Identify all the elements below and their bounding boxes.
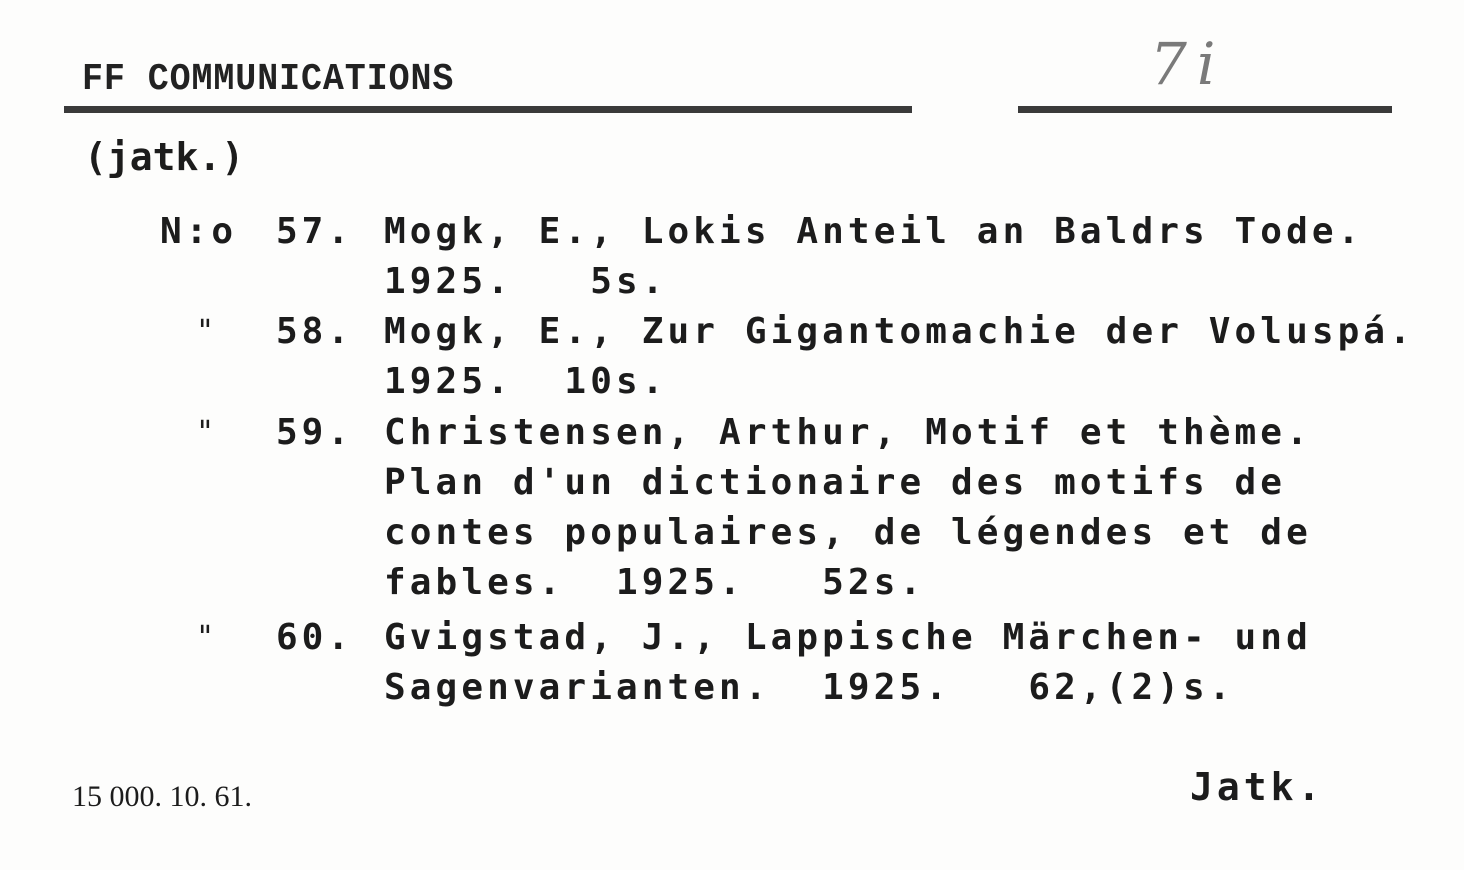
entry-text-line: contes populaires, de légendes et de	[384, 512, 1312, 553]
title-underline	[64, 106, 912, 113]
entry-number: 60.	[276, 617, 354, 658]
entry-text-line: Gvigstad, J., Lappische Märchen- und	[384, 617, 1312, 658]
continued-note: Jatk.	[1190, 765, 1325, 809]
entry-text-line: Mogk, E., Lokis Anteil an Baldrs Tode.	[384, 211, 1364, 252]
print-info: 15 000. 10. 61.	[72, 780, 252, 813]
shelf-mark: 7i	[1150, 30, 1226, 98]
entry-text-line: Sagenvarianten. 1925. 62,(2)s.	[384, 667, 1235, 708]
entry-marker: N:o	[160, 211, 238, 252]
entry-text-line: 1925. 5s.	[384, 261, 668, 302]
entry-text-line: Christensen, Arthur, Motif et thème.	[384, 412, 1312, 453]
continuation-note: (jatk.)	[84, 135, 245, 179]
series-title: FF COMMUNICATIONS	[82, 58, 455, 101]
shelf-mark-underline	[1018, 106, 1392, 113]
entry-number: 59.	[276, 412, 354, 453]
ditto-mark: "	[196, 314, 215, 349]
ditto-mark: "	[196, 415, 215, 450]
entry-text-line: 1925. 10s.	[384, 361, 668, 402]
entry-number: 58.	[276, 311, 354, 352]
entry-number: 57.	[276, 211, 354, 252]
ditto-mark: "	[196, 620, 215, 655]
entry-text-line: Plan d'un dictionaire des motifs de	[384, 462, 1287, 503]
entry-text-line: fables. 1925. 52s.	[384, 562, 926, 603]
entry-text-line: Mogk, E., Zur Gigantomachie der Voluspá.	[384, 311, 1415, 352]
